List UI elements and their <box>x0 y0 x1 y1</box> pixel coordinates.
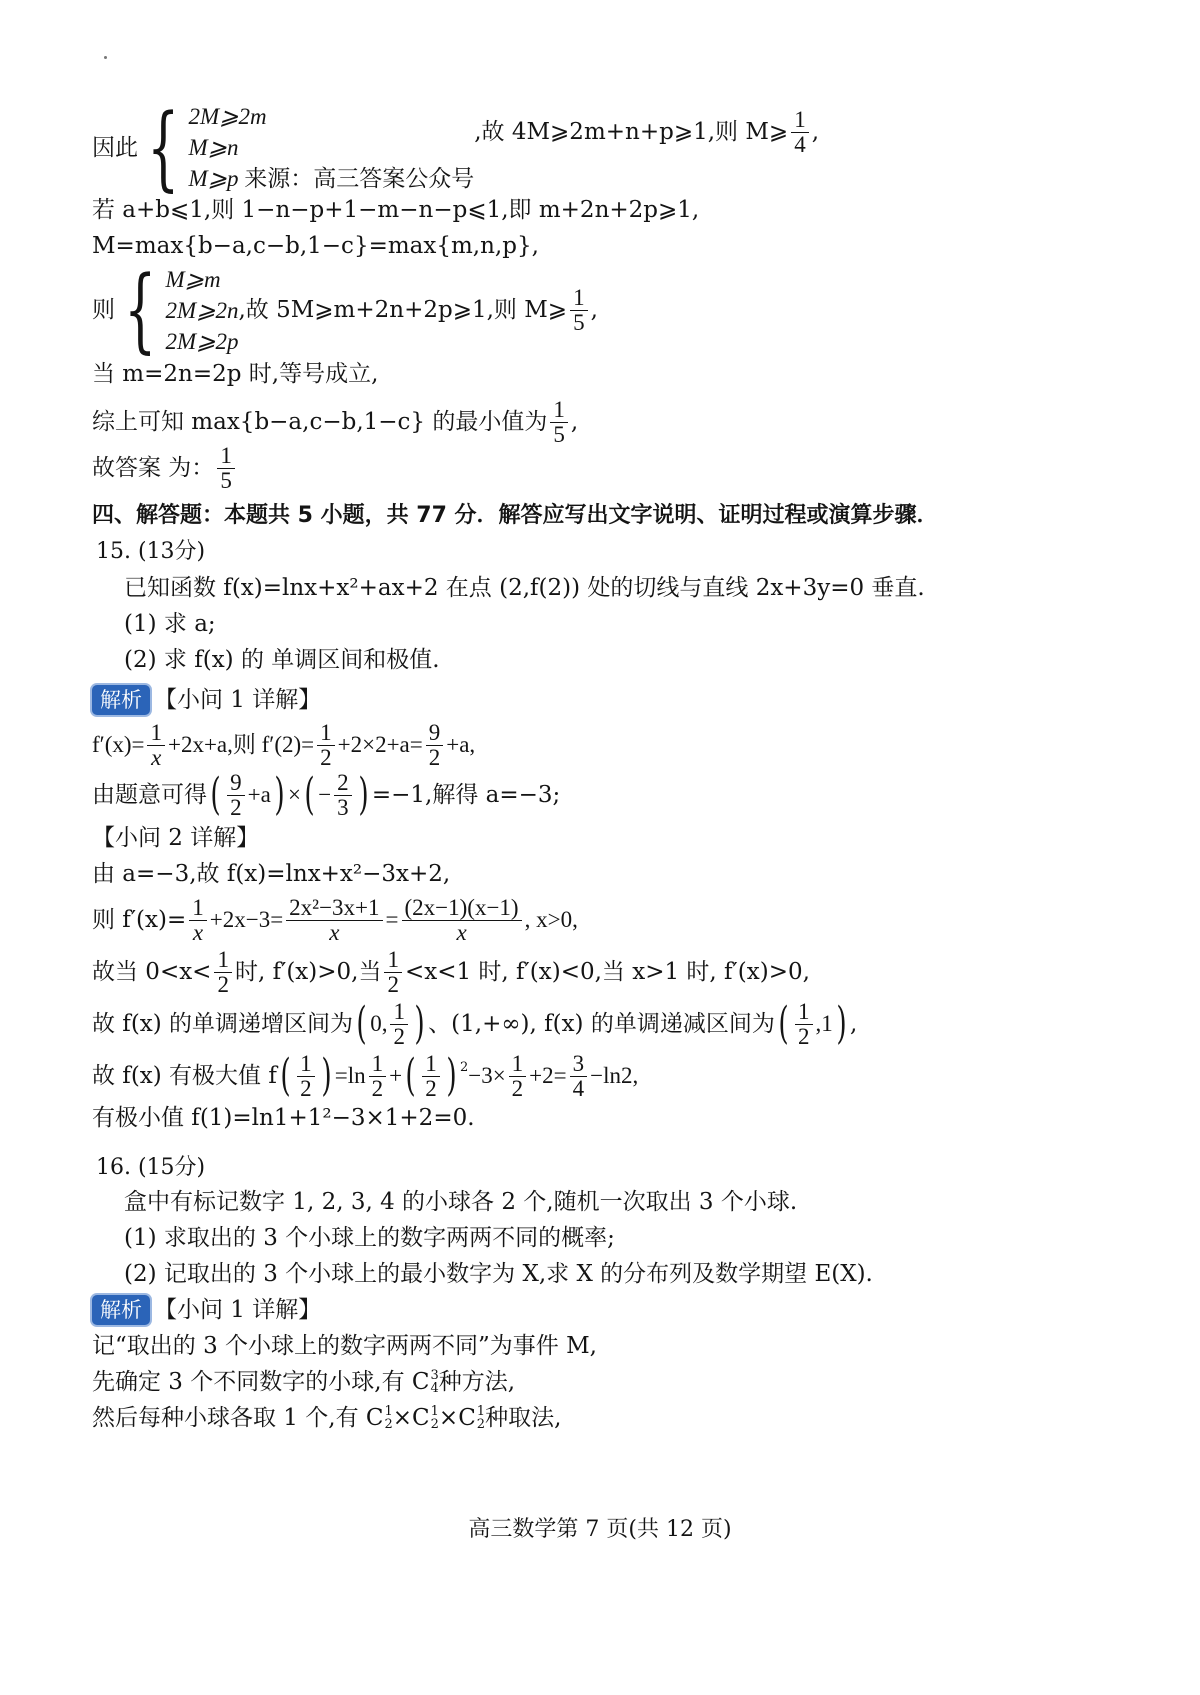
fraction: $\frac{1}{5}$ <box>550 398 568 447</box>
cases-block-1 <box>92 94 1192 201</box>
question-number: 15. (13分) <box>96 539 206 564</box>
derivative-line: f′(x)= $\frac{1}{x}$ +2x+a,则 f′(2)= $\frac{1}{2}$ +2×2+a= $\frac{9}{2}$ +a, <box>92 719 476 770</box>
min-value-line: 有极小值 f(1)=ln1+1²−3×1+2=0. <box>92 1105 475 1131</box>
left-brace: { <box>147 94 180 201</box>
left-brace: { <box>124 256 157 363</box>
question-part: (2) 求 f(x) 的 单调区间和极值. <box>124 647 440 673</box>
cases-block-2 <box>92 256 1192 363</box>
case-line: 2M⩾2n <box>165 297 239 323</box>
question-stem: 已知函数 f(x)=lnx+x²+ax+2 在点 (2,f(2)) 处的切线与直线 2x+3y=0 垂直. <box>124 575 925 601</box>
combination-line: 然后每种小球各取 1 个,有 C 1 2 ×C 1 2 ×C 1 2 种取法, <box>92 1404 562 1432</box>
question-part: (1) 求取出的 3 个小球上的数字两两不同的概率; <box>124 1225 615 1251</box>
fraction: $\frac{1}{2}$ <box>422 1052 440 1101</box>
question-part: (2) 记取出的 3 个小球上的最小数字为 X,求 X 的分布列及数学期望 E(X). <box>124 1261 873 1287</box>
fraction: $\frac{1}{2}$ <box>214 948 232 997</box>
fraction: $\frac{1}{x}$ <box>189 896 207 945</box>
text-line: M=max{b−a,c−b,1−c}=max{m,n,p}, <box>92 233 539 259</box>
cases-prefix: 因此 <box>92 135 138 161</box>
cases-list <box>189 101 475 195</box>
text-line: 由 a=−3,故 f(x)=lnx+x²−3x+2, <box>92 861 451 887</box>
fraction: $\frac{3}{4}$ <box>570 1052 588 1101</box>
fraction: $\frac{(2x-1)(x-1)}{x}$ <box>402 896 522 945</box>
page-footer: 高三数学第 7 页(共 12 页) <box>468 1517 732 1542</box>
cases-conclusion: ,故 5M⩾m+2n+2p⩾1,则 M⩾ $\frac{1}{5}$ , <box>238 284 598 335</box>
question-part: (1) 求 a; <box>124 611 216 637</box>
case-line: 2M⩾2m <box>188 104 267 129</box>
combination-symbol: 3 4 <box>430 1368 439 1396</box>
fraction: $\frac{1}{5}$ <box>570 286 588 335</box>
max-value-line: 故 f(x) 有极大值 f ( $\frac{1}{2}$ ) =ln $\frac{1}{2}$ + ( $\frac{1}{2}$ ) $^2$ −3× $\frac{1}{2}$ +2= $\frac{3}{4}$ −ln2, <box>92 1050 639 1101</box>
cases-list <box>166 264 239 357</box>
cases-prefix: 则 <box>92 297 115 323</box>
solution-header <box>92 1294 1192 1326</box>
fraction: $\frac{1}{x}$ <box>147 721 165 770</box>
fraction: $\frac{2}{3}$ <box>334 771 352 820</box>
combination-symbol: 1 2 <box>476 1404 486 1432</box>
text-line: 当 m=2n=2p 时,等号成立, <box>92 361 379 387</box>
source-note: 来源：高三答案公众号 <box>244 166 475 192</box>
case-line: 2M⩾2p <box>165 328 239 354</box>
fraction: $\frac{9}{2}$ <box>227 771 245 820</box>
solution-header <box>92 684 1192 716</box>
solution-tag: 解析 <box>92 1295 150 1325</box>
fraction: $\frac{1}{2}$ <box>509 1052 527 1101</box>
condition-line: 由题意可得 ( $\frac{9}{2}$ +a ) × ( − $\frac{2}{3}$ ) =−1,解得 a=−3; <box>92 769 561 820</box>
scan-dot <box>104 56 107 59</box>
fraction: $\frac{1}{2}$ <box>795 1000 813 1049</box>
section-heading: 四、解答题：本题共 5 小题，共 77 分．解答应写出文字说明、证明过程或演算步骤． <box>92 503 939 528</box>
text-line: 记“取出的 3 个小球上的数字两两不同”为事件 M, <box>92 1333 597 1359</box>
combination-symbol: 1 2 <box>384 1404 393 1432</box>
summary-line: 综上可知 max{b−a,c−b,1−c} 的最小值为 $\frac{1}{5}$ , <box>92 396 579 447</box>
subquestion-label: 【小问 2 详解】 <box>92 825 260 851</box>
sign-line: 故当 0<x< $\frac{1}{2}$ 时, f′(x)>0,当 $\frac{1}{2}$ <x<1 时, f′(x)<0,当 x>1 时, f′(x)>0, <box>92 946 810 997</box>
fraction: $\frac{1}{2}$ <box>384 948 402 997</box>
fraction: $\frac{1}{2}$ <box>369 1052 387 1101</box>
solution-tag: 解析 <box>92 685 150 715</box>
fraction: $\frac{9}{2}$ <box>426 721 444 770</box>
subquestion-label: 【小问 1 详解】 <box>154 1297 322 1323</box>
combination-symbol: 1 2 <box>430 1404 439 1432</box>
fraction: $\frac{1}{4}$ <box>791 108 809 157</box>
cases-conclusion: ,故 4M⩾2m+n+p⩾1,则 M⩾ $\frac{1}{4}$ , <box>474 106 819 157</box>
fraction: $\frac{1}{5}$ <box>217 444 235 493</box>
answer-line: 故答案 为： $\frac{1}{5}$ <box>92 444 1192 492</box>
fraction: $\frac{\text{2x²−3x+1}}{x}$ <box>286 896 382 945</box>
monotonic-line: 故 f(x) 的单调递增区间为 ( 0, $\frac{1}{2}$ ) 、(1,+∞), f(x) 的单调递减区间为 ( $\frac{1}{2}$ ,1 ) , <box>92 998 858 1049</box>
text-line: 若 a+b⩽1,则 1−n−p+1−m−n−p⩽1,即 m+2n+2p⩾1, <box>92 197 700 223</box>
fraction: $\frac{1}{2}$ <box>317 721 335 770</box>
case-line-with-source: M⩾p 来源：高三答案公众号 <box>188 166 475 192</box>
question-number: 16. (15分) <box>96 1155 206 1180</box>
derivative-factor-line: 则 f′(x)= $\frac{1}{x}$ +2x−3= $\frac{\text{2x²−3x+1}}{x}$ = $\frac{(2x-1)(x-1)}{x}$ , x>0, <box>92 894 578 945</box>
fraction: $\frac{1}{2}$ <box>297 1052 315 1101</box>
case-line: M⩾m <box>165 266 221 292</box>
case-line: M⩾n <box>188 135 239 160</box>
subquestion-label: 【小问 1 详解】 <box>154 687 322 713</box>
question-stem: 盒中有标记数字 1, 2, 3, 4 的小球各 2 个,随机一次取出 3 个小球. <box>124 1189 798 1215</box>
combination-line: 先确定 3 个不同数字的小球,有 C 3 4 种方法, <box>92 1368 516 1396</box>
fraction: $\frac{1}{2}$ <box>390 1000 408 1049</box>
